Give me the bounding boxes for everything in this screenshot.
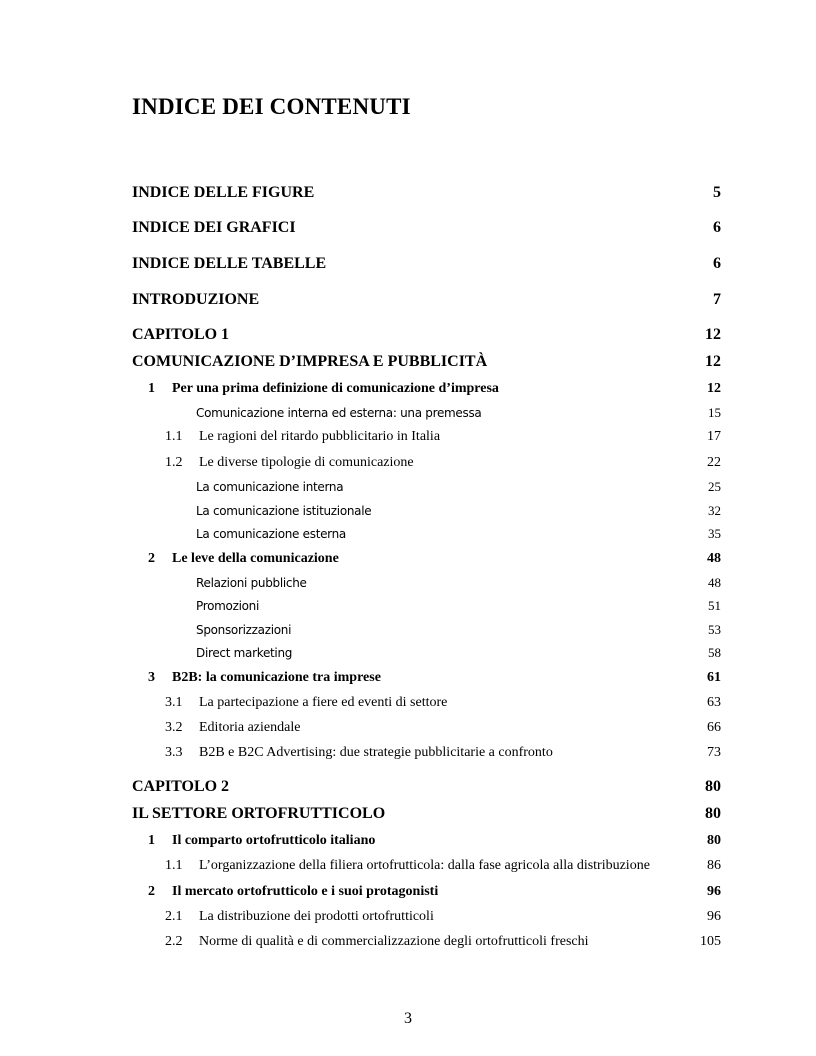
toc-entry xyxy=(0,856,816,876)
toc-entry-page: 15 xyxy=(708,405,721,420)
toc-entry-page: 6 xyxy=(713,255,721,272)
toc-entry-title: La comunicazione esterna xyxy=(196,527,346,541)
toc-entry-title: Norme di qualità e di commercializzazione degli ortofrutticoli freschi xyxy=(199,934,589,949)
toc-entry-page: 58 xyxy=(708,645,721,660)
toc-entry xyxy=(0,453,816,473)
toc-entry-page: 12 xyxy=(707,381,721,396)
toc-entry-title: Per una prima definizione di comunicazione d’impresa xyxy=(172,381,499,396)
toc-entry-page: 17 xyxy=(707,429,721,444)
toc-entry xyxy=(0,183,816,203)
toc-entry-number: 2.1 xyxy=(165,909,183,924)
toc-entry-page: 6 xyxy=(713,219,721,236)
toc-entry-page: 61 xyxy=(707,670,721,685)
toc-entry-page: 80 xyxy=(705,805,721,822)
toc-entry xyxy=(0,668,816,688)
toc-entry-page: 73 xyxy=(707,745,721,760)
toc-entry-number: 1 xyxy=(148,381,155,396)
toc-entry-number: 3.2 xyxy=(165,720,183,735)
toc-entry-title: Relazioni pubbliche xyxy=(196,576,307,590)
toc-entry xyxy=(0,325,816,345)
toc-entry-page: 66 xyxy=(707,720,721,735)
toc-entry xyxy=(0,693,816,713)
toc-entry xyxy=(0,718,816,738)
toc-entry-page: 96 xyxy=(707,909,721,924)
toc-entry-number: 3.1 xyxy=(165,695,183,710)
toc-entry-page: 5 xyxy=(713,184,721,201)
toc-entry-title: La partecipazione a fiere ed eventi di settore xyxy=(199,695,448,710)
toc-entry-title: Comunicazione interna ed esterna: una premessa xyxy=(196,406,482,420)
toc-entry xyxy=(0,524,816,544)
toc-entry xyxy=(0,620,816,640)
toc-entry xyxy=(0,549,816,569)
toc-entry xyxy=(0,596,816,616)
toc-entry xyxy=(0,907,816,927)
toc-entry xyxy=(0,743,816,763)
toc-entry-title: Sponsorizzazioni xyxy=(196,623,292,637)
toc-entry-page: 105 xyxy=(700,934,721,949)
toc-entry-title: INTRODUZIONE xyxy=(132,291,260,308)
toc-entry xyxy=(0,643,816,663)
toc-entry xyxy=(0,501,816,521)
toc-entry-title: INDICE DEI GRAFICI xyxy=(132,219,296,236)
toc-entry xyxy=(0,427,816,447)
toc-entry-number: 3.3 xyxy=(165,745,183,760)
toc-entry-page: 80 xyxy=(705,778,721,795)
toc-entry-title: Il mercato ortofrutticolo e i suoi protagonisti xyxy=(172,884,439,899)
toc-entry-page: 51 xyxy=(708,598,721,613)
toc-entry xyxy=(0,932,816,952)
toc-entry-title: Le diverse tipologie di comunicazione xyxy=(199,455,414,470)
toc-entry-number: 1 xyxy=(148,833,155,848)
toc-entry-number: 2 xyxy=(148,884,155,899)
toc-entry-page: 25 xyxy=(708,479,721,494)
toc-entry xyxy=(0,804,816,824)
toc-entry-page: 7 xyxy=(713,291,721,308)
toc-entry-page: 86 xyxy=(707,858,721,873)
toc-entry-title: CAPITOLO 2 xyxy=(132,778,230,795)
toc-entry-title: COMUNICAZIONE D’IMPRESA E PUBBLICITÀ xyxy=(132,353,488,370)
toc-entry xyxy=(0,379,816,399)
toc-entry xyxy=(0,831,816,851)
toc-entry xyxy=(0,477,816,497)
toc-entry-title: INDICE DELLE FIGURE xyxy=(132,184,315,201)
toc-entry-page: 53 xyxy=(708,622,721,637)
toc-entry-title: INDICE DELLE TABELLE xyxy=(132,255,327,272)
toc-entry-number: 2.2 xyxy=(165,934,183,949)
toc-entry xyxy=(0,352,816,372)
toc-entry-number: 3 xyxy=(148,670,155,685)
toc-entry-number: 1.2 xyxy=(165,455,183,470)
toc-entry-title: Promozioni xyxy=(196,599,259,613)
toc-entry-page: 48 xyxy=(708,575,721,590)
toc-entry-title: Le leve della comunicazione xyxy=(172,551,339,566)
toc-entry-title: B2B e B2C Advertising: due strategie pubblicitarie a confronto xyxy=(199,745,553,760)
toc-entry-page: 12 xyxy=(705,326,721,343)
toc-entry-number: 2 xyxy=(148,551,155,566)
toc-entry xyxy=(0,777,816,797)
toc-entry-page: 48 xyxy=(707,551,721,566)
toc-entry-title: L’organizzazione della filiera ortofrutticola: dalla fase agricola alla distribuzione xyxy=(199,858,650,873)
toc-entry xyxy=(0,254,816,274)
toc-entry-page: 22 xyxy=(707,455,721,470)
toc-entry-title: Il comparto ortofrutticolo italiano xyxy=(172,833,376,848)
toc-entry-page: 63 xyxy=(707,695,721,710)
toc-entry-title: CAPITOLO 1 xyxy=(132,326,230,343)
toc-entry xyxy=(0,403,816,423)
toc-entry xyxy=(0,882,816,902)
toc-entry-page: 80 xyxy=(707,833,721,848)
page-number: 3 xyxy=(404,1010,412,1027)
toc-entry xyxy=(0,218,816,238)
toc-entry-number: 1.1 xyxy=(165,429,183,444)
toc-entry-page: 96 xyxy=(707,884,721,899)
toc-entry-title: La comunicazione istituzionale xyxy=(196,504,372,518)
toc-entry-page: 12 xyxy=(705,353,721,370)
toc-entry-title: B2B: la comunicazione tra imprese xyxy=(172,670,381,685)
toc-entry-title: Editoria aziendale xyxy=(199,720,301,735)
page-title: INDICE DEI CONTENUTI xyxy=(132,94,411,119)
toc-entry-page: 35 xyxy=(708,526,721,541)
toc-entry-title: IL SETTORE ORTOFRUTTICOLO xyxy=(132,805,386,822)
toc-entry-title: La distribuzione dei prodotti ortofrutticoli xyxy=(199,909,434,924)
toc-entry xyxy=(0,290,816,310)
toc-entry-title: La comunicazione interna xyxy=(196,480,344,494)
toc-entry-page: 32 xyxy=(708,503,721,518)
toc-entry xyxy=(0,573,816,593)
toc-entry-title: Direct marketing xyxy=(196,646,293,660)
toc-entry-title: Le ragioni del ritardo pubblicitario in Italia xyxy=(199,429,441,444)
toc-entry-number: 1.1 xyxy=(165,858,183,873)
